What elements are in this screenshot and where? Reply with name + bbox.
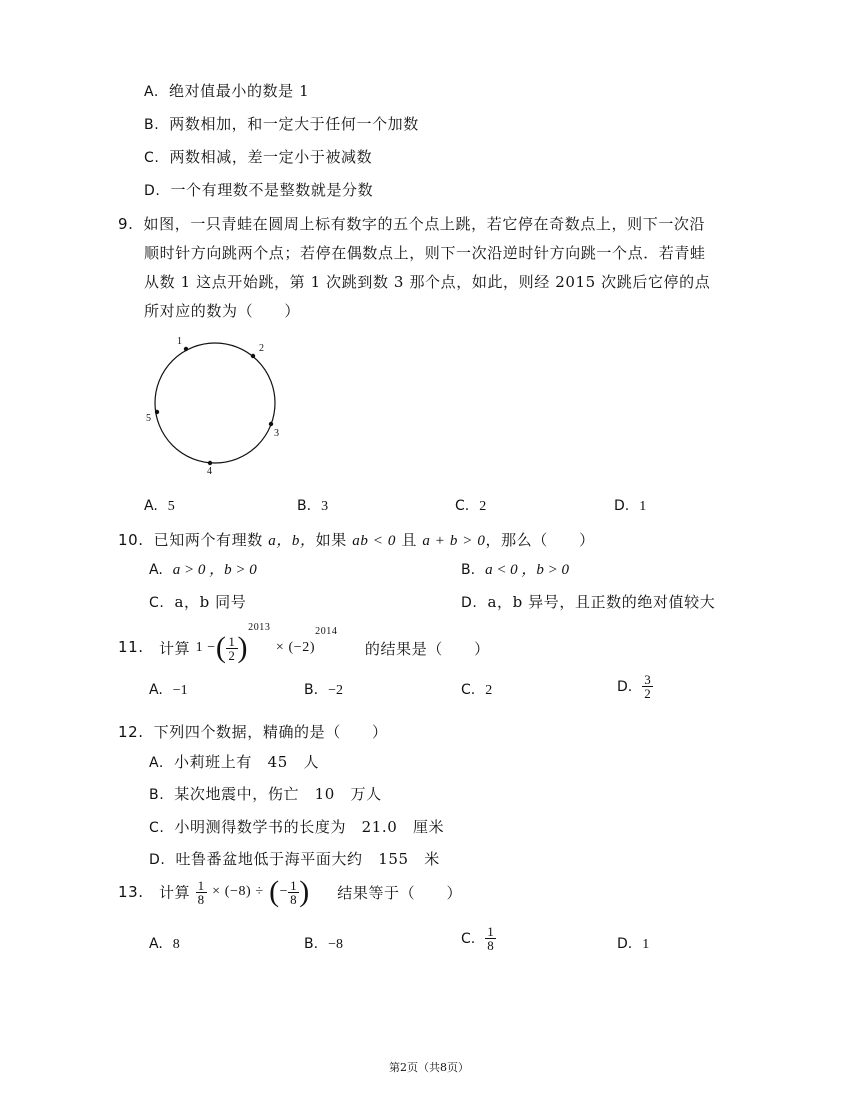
q9-option-b: [297, 496, 328, 515]
point-3: [269, 422, 273, 426]
q13-stem: [118, 875, 463, 908]
option-label: A.: [149, 682, 163, 698]
numerator: 1: [228, 633, 236, 649]
q12-option-d: [149, 848, 440, 869]
question-text: 如图，一只青蛙在圆周上标有数字的五个点上跳，若它停在奇数点上，则下一次沿: [143, 215, 706, 233]
stem-vars: a，b，: [268, 533, 316, 549]
option-label: C.: [461, 930, 476, 947]
option-value: 2: [479, 499, 487, 514]
q9-option-c: [455, 496, 486, 515]
option-label: B.: [297, 498, 312, 514]
option-label: D.: [617, 936, 633, 952]
option-text: 绝对值最小的数是 1: [168, 82, 310, 100]
label-5: 5: [146, 413, 151, 424]
option-text: 某次地震中，伤亡 10 万人: [174, 785, 382, 803]
option-value: 1: [642, 937, 650, 952]
option-value: 2: [485, 683, 493, 698]
fraction-three-halves: [642, 673, 653, 700]
option-label: B.: [461, 562, 476, 578]
q9-option-a: [144, 496, 175, 515]
q10-option-c: [149, 591, 246, 612]
q8-option-d: [144, 179, 373, 200]
stem-times: × (−2): [275, 640, 316, 655]
option-label: C.: [149, 820, 165, 836]
q8-option-c: [144, 146, 372, 167]
label-2: 2: [259, 343, 264, 354]
option-text: a < 0 ，b > 0: [485, 562, 570, 578]
option-label: C.: [455, 498, 470, 514]
option-text: 两数相减，差一定小于被减数: [169, 148, 373, 166]
denominator: 8: [290, 891, 298, 907]
option-text: 两数相加，和一定大于任何一个加数: [169, 115, 419, 133]
option-label: C.: [461, 682, 476, 698]
stem-cond1: ab < 0: [352, 533, 396, 549]
right-paren: ): [299, 875, 310, 908]
point-2: [251, 354, 255, 358]
stem-one-minus: 1 −: [195, 640, 216, 655]
q9-line-3: [144, 271, 710, 292]
option-label: D.: [617, 678, 633, 695]
option-label: D.: [149, 852, 166, 868]
exponent-2: 2014: [315, 626, 338, 637]
q13-option-b: [304, 934, 343, 953]
q11-stem: [118, 622, 490, 662]
question-number: 13.: [118, 883, 144, 901]
question-number: 10.: [118, 531, 144, 549]
denominator: 2: [228, 647, 236, 663]
stem-if: 如果: [315, 531, 347, 549]
option-text: 小莉班上有 45 人: [173, 753, 320, 771]
label-3: 3: [274, 428, 279, 439]
option-value: −2: [328, 683, 343, 698]
option-label: C.: [144, 150, 160, 166]
option-text: a，b 同号: [174, 593, 247, 611]
option-text: a > 0 ，b > 0: [172, 562, 257, 578]
q12-stem: [118, 721, 388, 742]
option-label: D.: [614, 498, 630, 514]
option-label: B.: [144, 117, 160, 133]
numerator: 1: [197, 877, 205, 893]
q13-option-a: [149, 934, 180, 953]
option-label: B.: [304, 682, 319, 698]
left-paren: (: [215, 631, 227, 664]
fraction-one-eighth-option: [485, 925, 496, 952]
label-1: 1: [177, 336, 182, 347]
option-value: −8: [328, 937, 343, 952]
option-text: a，b 异号，且正数的绝对值较大: [487, 593, 716, 611]
option-label: C.: [149, 595, 165, 611]
denominator: 2: [644, 686, 651, 701]
circle: [155, 343, 275, 463]
q10-option-a: [149, 558, 257, 579]
q13-option-d: [617, 934, 649, 953]
stem-minus: −: [279, 884, 289, 899]
q11-option-c: [461, 680, 492, 699]
option-value: −1: [172, 683, 188, 698]
question-number: 12.: [118, 723, 144, 741]
option-label: A.: [149, 755, 164, 771]
stem-pre: 计算: [159, 883, 191, 902]
option-label: A.: [144, 84, 159, 100]
numerator: 1: [290, 877, 298, 893]
fraction-one-eighth-neg: [288, 879, 299, 906]
right-paren: ): [237, 631, 249, 664]
stem-pre: 计算: [159, 639, 191, 658]
q11-option-b: [304, 680, 343, 699]
q10-stem: [118, 529, 595, 550]
fraction-one-eighth: [196, 879, 207, 906]
option-value: 1: [639, 499, 647, 514]
question-text: 所对应的数为（ ）: [144, 302, 301, 320]
denominator: 8: [487, 938, 494, 953]
option-text: 吐鲁番盆地低于海平面大约 155 米: [175, 850, 440, 868]
numerator: 3: [644, 672, 651, 687]
option-label: B.: [304, 936, 319, 952]
q13-option-c: [461, 925, 496, 952]
point-1: [184, 347, 188, 351]
q9-line-4: [144, 300, 300, 321]
option-value: 5: [167, 499, 175, 514]
q12-option-b: [149, 783, 382, 804]
option-label: A.: [144, 498, 158, 514]
stem-cond2: a + b > 0: [422, 533, 486, 549]
q10-option-b: [461, 558, 569, 579]
point-4: [208, 461, 212, 465]
page-footer: 第2页（共8页）: [389, 1061, 469, 1074]
option-value: 3: [321, 499, 329, 514]
denominator: 8: [197, 891, 205, 907]
q12-option-a: [149, 751, 319, 772]
option-value: 8: [172, 937, 180, 952]
q10-option-d: [461, 591, 715, 612]
label-4: 4: [207, 466, 212, 477]
question-number: 9.: [118, 215, 134, 233]
question-text: 从数 1 这点开始跳，第 1 次跳到数 3 那个点，如此，则经 2015 次跳后它停的点: [144, 273, 711, 291]
q11-option-a: [149, 680, 188, 699]
stem-post: 结果等于（ ）: [337, 883, 463, 902]
stem-post: 的结果是（ ）: [364, 639, 490, 658]
q8-option-a: [144, 80, 309, 101]
q9-line-1: [118, 213, 705, 234]
question-text: 下列四个数据，精确的是（ ）: [153, 723, 388, 741]
q12-option-c: [149, 816, 444, 837]
option-text: 小明测得数学书的长度为 21.0 厘米: [174, 818, 445, 836]
q8-option-b: [144, 113, 419, 134]
question-text: 顺时针方向跳两个点；若停在偶数点上，则下一次沿逆时针方向跳一个点．若青蛙: [144, 244, 706, 262]
q9-option-d: [614, 496, 646, 515]
option-label: A.: [149, 936, 163, 952]
point-5: [155, 410, 159, 414]
left-paren: (: [269, 875, 280, 908]
option-label: A.: [149, 562, 163, 578]
option-label: D.: [461, 595, 478, 611]
q11-option-d: [617, 673, 653, 700]
stem-post: ，那么（ ）: [485, 531, 595, 549]
stem-pre: 已知两个有理数: [153, 531, 263, 549]
stem-mid: × (−8) ÷: [212, 884, 264, 899]
option-label: B.: [149, 787, 165, 803]
circle-figure: [140, 330, 290, 480]
option-label: D.: [144, 183, 161, 199]
numerator: 1: [487, 924, 494, 939]
option-text: 一个有理数不是整数就是分数: [170, 181, 374, 199]
fraction-half: [226, 635, 237, 662]
question-number: 11.: [118, 638, 144, 656]
q9-line-2: [144, 242, 706, 263]
stem-and: 且: [401, 531, 417, 549]
exponent-1: 2013: [248, 622, 271, 633]
